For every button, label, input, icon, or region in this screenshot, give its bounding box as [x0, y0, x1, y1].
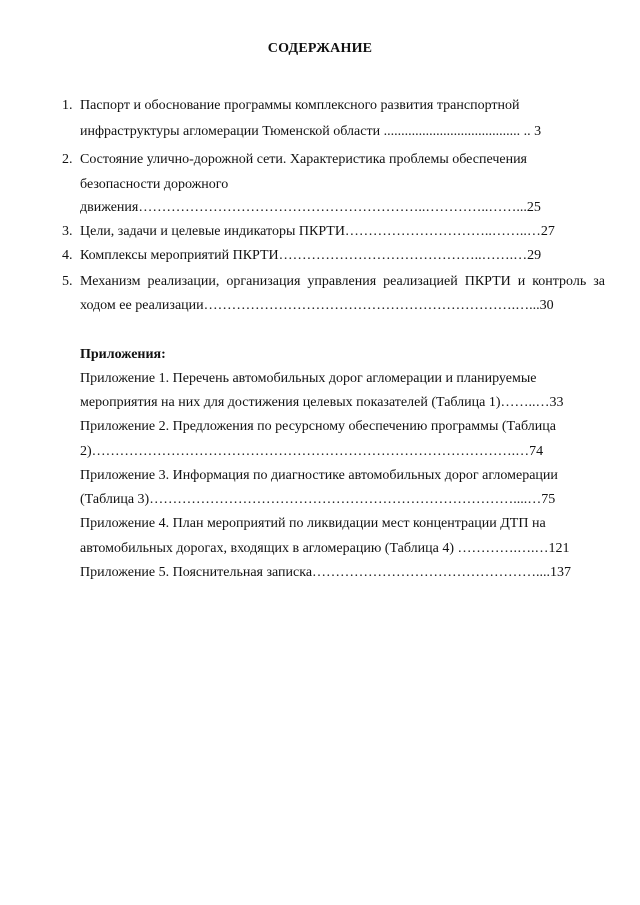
word: организация — [226, 274, 301, 289]
word: реализации, — [147, 274, 220, 289]
toc-item-5-line-2: ходом ее реализации………………………………………………………….…...30 — [80, 298, 554, 313]
appendix-5-line-1: Приложение 5. Пояснительная записка…………………………………………....137 — [80, 565, 572, 580]
page-title: СОДЕРЖАНИЕ — [267, 41, 373, 56]
appendix-4-line-2: автомобильных дорогах, входящих в агломерацию (Таблица 4) ………….….…121 — [80, 541, 570, 556]
appendix-1-line-2: мероприятия на них для достижения целевых показателей (Таблица 1)……..…33 — [80, 395, 564, 410]
appendix-2-line-1: Приложение 2. Предложения по ресурсному обеспечению программы (Таблица — [80, 419, 556, 434]
toc-item-2-line-1: Состояние улично-дорожной сети. Характеристика проблемы обеспечения — [80, 152, 527, 167]
word: за — [593, 274, 605, 289]
toc-item-1-number: 1. — [62, 98, 73, 113]
toc-item-5-number: 5. — [62, 274, 73, 289]
toc-item-4-line-1: Комплексы мероприятий ПКРТИ……………………………………..…….…29 — [80, 248, 542, 263]
word: контроль — [532, 274, 587, 289]
appendix-heading: Приложения: — [80, 347, 166, 362]
word: и — [517, 274, 526, 289]
appendix-3-line-1: Приложение 3. Информация по диагностике автомобильных дорог агломерации — [80, 468, 558, 483]
appendix-1-line-1: Приложение 1. Перечень автомобильных дорог агломерации и планируемые — [80, 371, 537, 386]
toc-item-4-number: 4. — [62, 248, 73, 263]
appendix-3-line-2: (Таблица 3)……………………………………………………………………....…75 — [80, 492, 556, 507]
word: Механизм — [80, 274, 141, 289]
toc-item-1-line-1: Паспорт и обоснование программы комплексного развития транспортной — [80, 98, 520, 113]
toc-item-5-line-1 — [80, 273, 605, 291]
toc-item-2-number: 2. — [62, 152, 73, 167]
toc-item-3-line-1: Цели, задачи и целевые индикаторы ПКРТИ…………………………..……..…27 — [80, 224, 555, 239]
toc-item-1-line-2: инфраструктуры агломерации Тюменской области ....................................... .. 3 — [80, 124, 542, 139]
word: ПКРТИ — [464, 274, 511, 289]
appendix-4-line-1: Приложение 4. План мероприятий по ликвидации мест концентрации ДТП на — [80, 516, 546, 531]
word: реализацией — [383, 274, 458, 289]
toc-item-2-line-3: движения……………………………………………………..…………..……...25 — [80, 200, 541, 215]
toc-item-3-number: 3. — [62, 224, 73, 239]
toc-item-2-line-2: безопасности дорожного — [80, 177, 229, 192]
word: управления — [307, 274, 377, 289]
appendix-2-line-2: 2)……………………………………………………………………………….…74 — [80, 444, 544, 459]
